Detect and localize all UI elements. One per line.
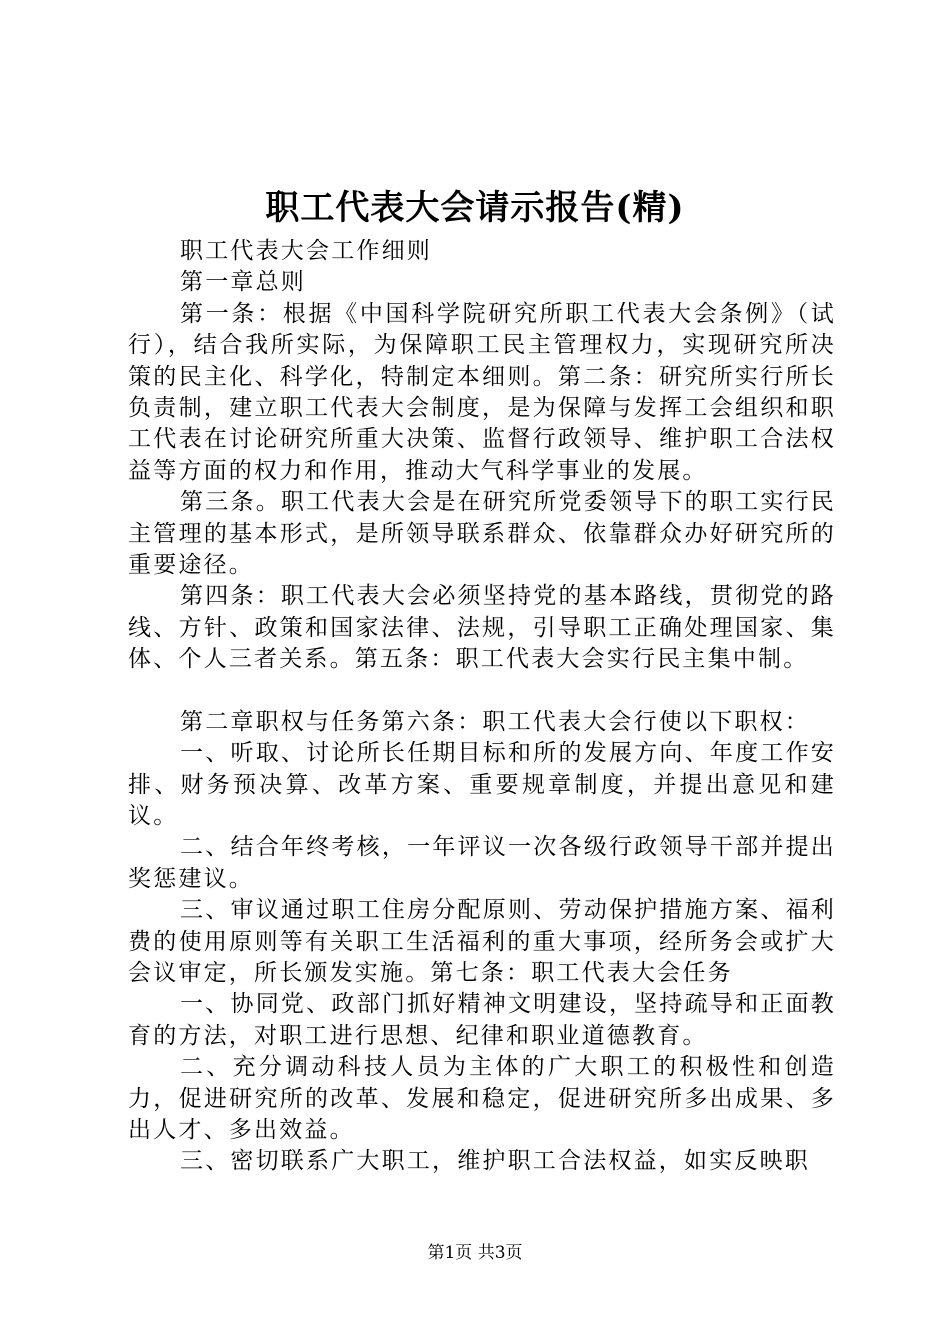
page-number-footer: 第1页 共3页	[427, 1243, 523, 1263]
paragraph-task-2: 二、充分调动科技人员为主体的广大职工的积极性和创造力，促进研究所的改革、发展和稳定，促进研究所多出成果、多出人才、多出效益。	[128, 1054, 836, 1143]
paragraph-task-1: 一、协同党、政部门抓好精神文明建设，坚持疏导和正面教育的方法，对职工进行思想、纪律和职业道德教育。	[128, 991, 836, 1049]
document-title: 职工代表大会请示报告(精)	[265, 188, 685, 228]
paragraph-article-1: 第一条：根据《中国科学院研究所职工代表大会条例》（试行），结合我所实际，为保障职工民主管理权力，实现研究所决策的民主化、科学化，特制定本细则。第二条：研究所实行所长负责制，建立职工代表大会制度，是为保障与发挥工会组织和职工代表在讨论研究所重大决策、监督行政领导、维护职工合法权益等方面的权力和作用，推动大气科学事业的发展。	[128, 300, 836, 484]
paragraph-chapter-1: 第一章总则	[180, 269, 306, 296]
paragraph-subtitle: 职工代表大会工作细则	[180, 238, 432, 264]
paragraph-power-3: 三、审议通过职工住房分配原则、劳动保护措施方案、福利费的使用原则等有关职工生活福利的重大事项，经所务会或扩大会议审定，所长颁发实施。第七条：职工代表大会任务	[128, 897, 836, 986]
paragraph-chapter-2: 第二章职权与任务第六条：职工代表大会行使以下职权：	[180, 708, 810, 735]
paragraph-task-3: 三、密切联系广大职工，维护职工合法权益，如实反映职	[180, 1148, 810, 1175]
document-body	[128, 236, 836, 1178]
paragraph-power-2: 二、结合年终考核，一年评议一次各级行政领导干部并提出奖惩建议。	[128, 834, 836, 892]
paragraph-article-3: 第三条。职工代表大会是在研究所党委领导下的职工实行民主管理的基本形式，是所领导联系群众、依靠群众办好研究所的重要途径。	[128, 489, 836, 579]
paragraph-article-4: 第四条：职工代表大会必须坚持党的基本路线，贯彻党的路线、方针、政策和国家法律、法规，引导职工正确处理国家、集体、个人三者关系。第五条：职工代表大会实行民主集中制。	[128, 583, 836, 673]
paragraph-power-1: 一、听取、讨论所长任期目标和所的发展方向、年度工作安排、财务预决算、改革方案、重要规章制度，并提出意见和建议。	[128, 740, 836, 829]
